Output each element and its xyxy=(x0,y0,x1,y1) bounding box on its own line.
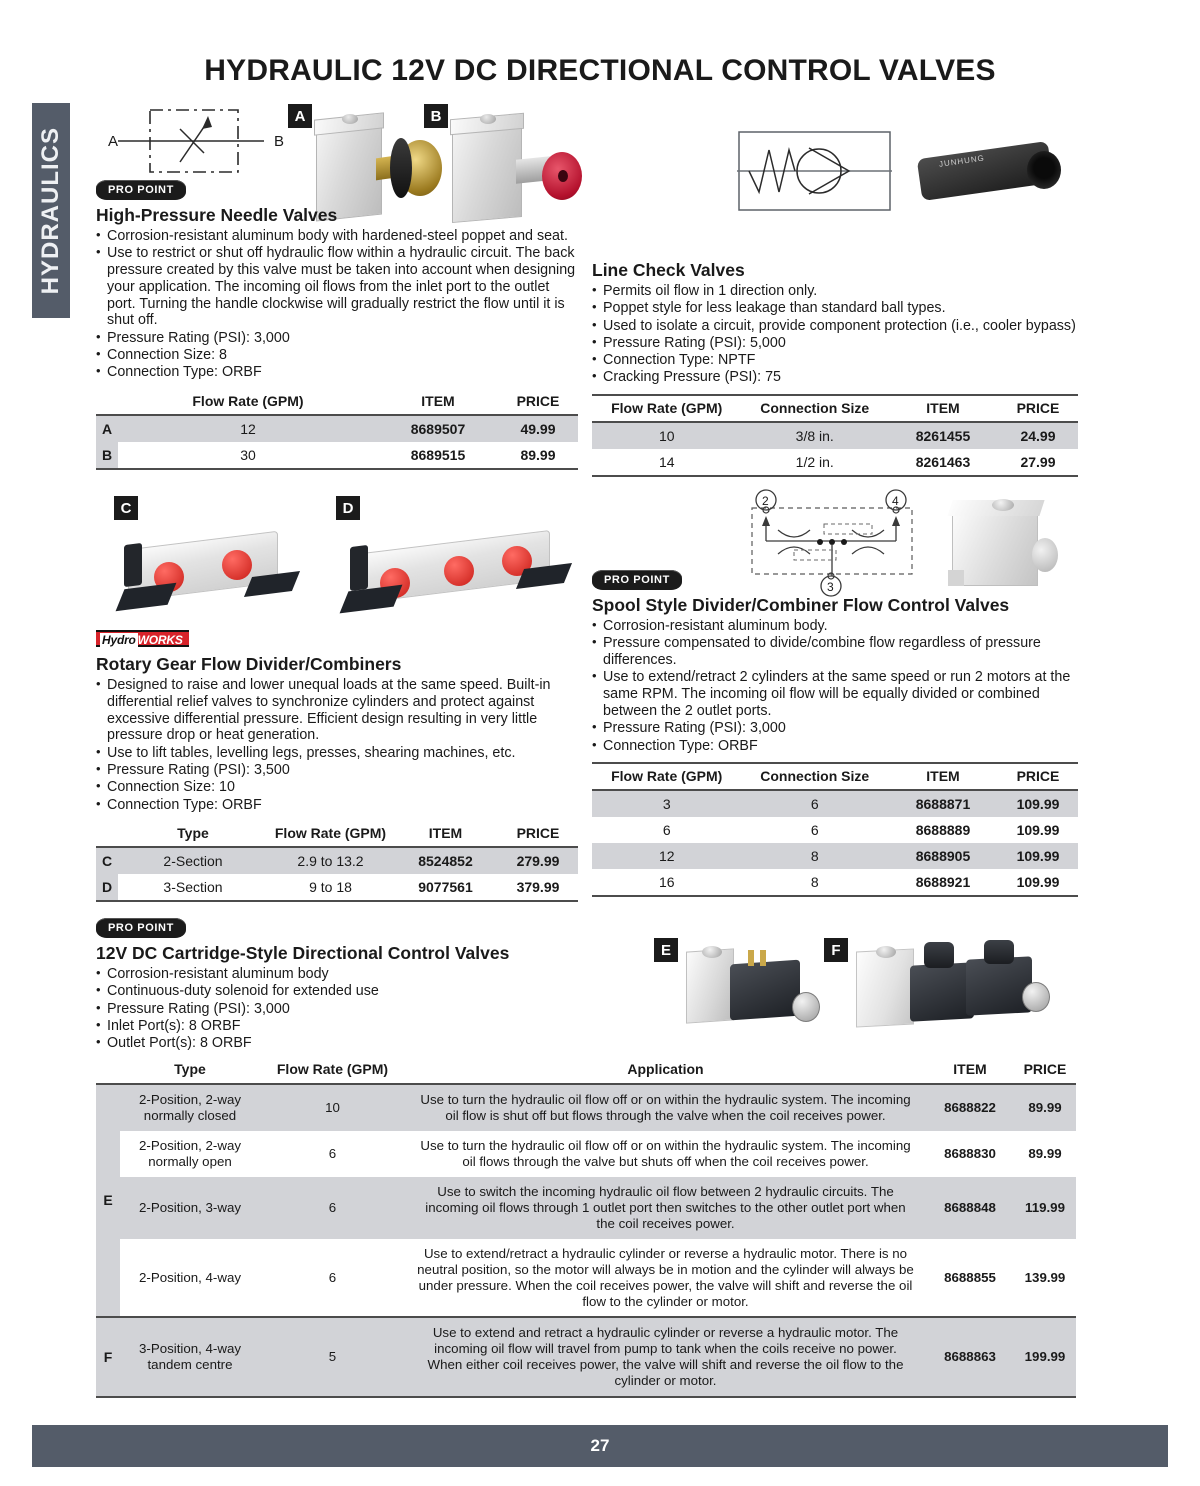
row-key: D xyxy=(96,874,118,901)
col-type: Type xyxy=(120,1058,260,1084)
cell-price: 49.99 xyxy=(498,415,578,442)
cell-flow: 3 xyxy=(592,790,741,817)
table-row xyxy=(96,1239,1076,1318)
bullet: • Poppet style for less leakage than standard ball types. xyxy=(592,300,1078,317)
bullet: • Use to restrict or shut off hydraulic flow within a hydraulic circuit. The back pressure created by this valve must be taken into account when designing your application. The incoming oil flows from the inlet port to the outlet port. Turning the handle clockwise will gradually restrict the flow until it is shut off. xyxy=(96,245,578,329)
col-item: ITEM xyxy=(926,1058,1014,1084)
bullet: • Connection Type: ORBF xyxy=(96,797,578,814)
col-type: Type xyxy=(118,821,268,847)
spool-divider-table xyxy=(592,762,1078,897)
cell-item: 8689515 xyxy=(378,442,498,469)
chip-label-d: D xyxy=(336,496,360,520)
cell-application: Use to extend and retract a hydraulic cylinder or reverse a hydraulic motor. The incoming oil flow will travel from pump to tank when the coils receive no power. When either coil receives power, the valve will shift and reverse the oil flow to the cylinder or motor. xyxy=(405,1317,926,1397)
table-header-row xyxy=(96,821,578,847)
chip-label-a: A xyxy=(288,104,312,128)
cell-flow: 9 to 18 xyxy=(268,874,393,901)
spool-divider-heading: Spool Style Divider/Combiner Flow Control Valves xyxy=(592,595,1010,615)
table-row xyxy=(96,847,578,874)
table-row xyxy=(96,874,578,901)
cell-type: 2-Section xyxy=(118,847,268,874)
hydroworks-badge-right: WORKS xyxy=(137,633,183,647)
needle-valves-bullets xyxy=(96,228,578,381)
cell-price: 24.99 xyxy=(998,422,1078,449)
bullet: • Pressure Rating (PSI): 5,000 xyxy=(592,335,1078,352)
bullet: • Use to extend/retract 2 cylinders at the same speed or run 2 motors at the same RPM. The incoming oil flow will be equally divided or combined between the 2 outlet ports. xyxy=(592,669,1078,719)
schematic-port-b-label: B xyxy=(274,133,285,150)
table-row xyxy=(592,422,1078,449)
cell-type: 3-Section xyxy=(118,874,268,901)
cell-size: 8 xyxy=(741,869,888,896)
rotary-divider-heading: Rotary Gear Flow Divider/Combiners xyxy=(96,654,402,674)
cell-type: 3-Position, 4-way tandem centre xyxy=(120,1317,260,1397)
col-group xyxy=(96,1058,120,1084)
table-row xyxy=(592,817,1078,843)
cell-item: 8689507 xyxy=(378,415,498,442)
bullet: • Designed to raise and lower unequal loads at the same speed. Built-in differential relief valves to synchronize cylinders and protect against excessive differential pressure. Efficient design resulting in very little pressure drop or heat generation. xyxy=(96,677,578,744)
cell-item: 8261463 xyxy=(888,449,998,476)
hydroworks-badge-left: Hydro xyxy=(102,633,136,647)
product-photo-cartridge-valve-e xyxy=(680,940,830,1050)
line-check-symbol-svg xyxy=(737,130,892,212)
row-key: C xyxy=(96,847,118,874)
cell-price: 119.99 xyxy=(1014,1177,1076,1239)
cell-item: 8688889 xyxy=(915,822,971,839)
cell-price: 109.99 xyxy=(998,869,1078,896)
cell-price: 279.99 xyxy=(498,847,578,874)
schematic-port-a-label: A xyxy=(108,133,119,150)
col-flow-rate: Flow Rate (GPM) xyxy=(268,821,393,847)
section-side-tab xyxy=(32,103,70,318)
cell-price: 199.99 xyxy=(1014,1317,1076,1397)
table-row xyxy=(96,415,578,442)
bullet: • Pressure compensated to divide/combine flow regardless of pressure differences. xyxy=(592,635,1078,669)
col-item: ITEM xyxy=(378,389,498,415)
col-flow-rate: Flow Rate (GPM) xyxy=(260,1058,405,1084)
cell-item: 8688871 xyxy=(888,790,998,817)
needle-valve-schematic xyxy=(104,96,294,186)
cell-size: 3/8 in. xyxy=(741,422,888,449)
bullet: • Cracking Pressure (PSI): 75 xyxy=(592,369,1078,386)
table-row xyxy=(96,1084,1076,1131)
cell-size: 8 xyxy=(741,843,888,869)
row-key: A xyxy=(96,415,118,442)
bullet: • Continuous-duty solenoid for extended use xyxy=(96,983,616,1000)
table-row xyxy=(96,1177,1076,1239)
bullet: • Corrosion-resistant aluminum body. xyxy=(592,618,1078,635)
cell-item: 8688848 xyxy=(926,1177,1014,1239)
pro-point-badge-spool: PRO POINT xyxy=(592,570,1078,590)
bullet: • Corrosion-resistant aluminum body with hardened-steel poppet and seat. xyxy=(96,228,578,245)
bullet: • Connection Type: NPTF xyxy=(592,352,1078,369)
needle-valve-symbol-svg xyxy=(104,96,294,186)
cell-price: 109.99 xyxy=(998,790,1078,817)
product-photo-divider-2-section xyxy=(110,520,310,620)
pro-point-badge-cartridge: PRO POINT xyxy=(96,918,616,938)
table-row xyxy=(96,1131,1076,1177)
cell-flow: 14 xyxy=(592,449,741,476)
col-connection-size: Connection Size xyxy=(741,395,888,422)
cell-type: 2-Position, 2-way normally open xyxy=(139,1137,241,1169)
needle-valves-heading: High-Pressure Needle Valves xyxy=(96,205,338,225)
line-check-schematic xyxy=(737,130,892,212)
cell-item: 9077561 xyxy=(393,874,498,901)
bullet: • Outlet Port(s): 8 ORBF xyxy=(96,1035,616,1052)
group-label-e: E xyxy=(96,1084,120,1317)
table-row xyxy=(592,843,1078,869)
bullet: • Pressure Rating (PSI): 3,000 xyxy=(96,330,578,347)
spool-port-3-label: 3 xyxy=(827,580,834,594)
chip-label-b: B xyxy=(424,104,448,128)
table-row xyxy=(592,869,1078,896)
rotary-divider-bullets xyxy=(96,677,578,813)
cartridge-valves-bullets xyxy=(96,966,616,1052)
cell-item: 8688822 xyxy=(926,1084,1014,1131)
chip-label-f: F xyxy=(824,938,848,962)
table-row xyxy=(592,449,1078,476)
line-check-table xyxy=(592,394,1078,477)
cell-size: 6 xyxy=(741,790,888,817)
cell-item: 8688905 xyxy=(888,843,998,869)
cell-type: 2-Position, 3-way xyxy=(120,1177,260,1239)
chip-label-e: E xyxy=(654,938,678,962)
cell-price: 89.99 xyxy=(1014,1084,1076,1131)
col-key xyxy=(96,389,118,415)
bullet: • Pressure Rating (PSI): 3,500 xyxy=(96,762,578,779)
cell-size: 6 xyxy=(810,822,819,839)
cell-flow: 6 xyxy=(662,822,671,839)
col-price: PRICE xyxy=(998,395,1078,422)
side-tab-label: HYDRAULICS xyxy=(37,126,64,295)
cell-item: 8688921 xyxy=(888,869,998,896)
col-flow-rate: Flow Rate (GPM) xyxy=(118,389,378,415)
cell-price: 379.99 xyxy=(498,874,578,901)
table-header-row xyxy=(592,763,1078,790)
hydroworks-badge xyxy=(96,630,578,649)
needle-valves-table xyxy=(96,389,578,470)
cell-price: 27.99 xyxy=(998,449,1078,476)
table-row xyxy=(96,1317,1076,1397)
cell-flow: 6 xyxy=(328,1145,337,1161)
cell-size: 1/2 in. xyxy=(741,449,888,476)
bullet: • Corrosion-resistant aluminum body xyxy=(96,966,616,983)
cell-flow: 6 xyxy=(328,1269,337,1285)
page-number: 27 xyxy=(590,1436,610,1455)
bullet: • Pressure Rating (PSI): 3,000 xyxy=(592,720,1078,737)
cell-flow: 30 xyxy=(118,442,378,469)
cell-application: Use to extend/retract a hydraulic cylinder or reverse a hydraulic motor. There is no neutral position, so the motor will always be in motion and the cylinder will always be under pressure. When the coil receives power, the valve will shift and reverse the oil flow to the cylinder or motor. xyxy=(417,1245,914,1309)
row-key: B xyxy=(96,442,118,469)
cell-flow: 12 xyxy=(118,415,378,442)
col-application: Application xyxy=(405,1058,926,1084)
cell-flow: 12 xyxy=(592,843,741,869)
cell-price: 109.99 xyxy=(1016,822,1060,839)
col-item: ITEM xyxy=(888,395,998,422)
col-item: ITEM xyxy=(393,821,498,847)
table-header-row xyxy=(96,1058,1076,1084)
bullet: • Used to isolate a circuit, provide component protection (i.e., cooler bypass) xyxy=(592,318,1078,335)
chip-label-c: C xyxy=(114,496,138,520)
col-price: PRICE xyxy=(1014,1058,1076,1084)
cell-type: 2-Position, 2-way normally closed xyxy=(120,1084,260,1131)
col-item: ITEM xyxy=(888,763,998,790)
cell-flow: 10 xyxy=(260,1084,405,1131)
group-label-f: F xyxy=(96,1317,120,1397)
cell-item: 8688830 xyxy=(944,1145,996,1161)
col-price: PRICE xyxy=(498,389,578,415)
col-price: PRICE xyxy=(998,763,1078,790)
product-photo-divider-3-section xyxy=(330,520,580,620)
spool-divider-bullets xyxy=(592,618,1078,754)
bullet: • Permits oil flow in 1 direction only. xyxy=(592,283,1078,300)
cell-item: 8524852 xyxy=(393,847,498,874)
cartridge-valves-heading: 12V DC Cartridge-Style Directional Control Valves xyxy=(96,943,510,963)
table-row xyxy=(592,790,1078,817)
cell-flow: 16 xyxy=(592,869,741,896)
rotary-divider-table xyxy=(96,821,578,902)
cell-item: 8688855 xyxy=(944,1269,996,1285)
cell-flow: 5 xyxy=(260,1317,405,1397)
line-check-heading: Line Check Valves xyxy=(592,260,745,280)
cell-flow: 6 xyxy=(260,1177,405,1239)
page-footer xyxy=(32,1425,1168,1467)
cell-flow: 2.9 to 13.2 xyxy=(268,847,393,874)
cell-application: Use to switch the incoming hydraulic oil flow between 2 hydraulic circuits. The incoming oil flows through 1 outlet port then switches to the other outlet port when the coil receives power. xyxy=(405,1177,926,1239)
cell-price: 89.99 xyxy=(498,442,578,469)
page-title: HYDRAULIC 12V DC DIRECTIONAL CONTROL VALVES xyxy=(204,54,996,87)
cell-item: 8261455 xyxy=(888,422,998,449)
cell-application: Use to turn the hydraulic oil flow off or on within the hydraulic system. The incoming oil flows through the valve but shuts off when the coil receives power. xyxy=(420,1137,911,1169)
product-photo-cartridge-valve-f xyxy=(850,940,1060,1050)
spool-port-2-label: 2 xyxy=(762,494,769,508)
bullet: • Connection Type: ORBF xyxy=(592,738,1078,755)
spool-port-4-label: 4 xyxy=(892,494,899,508)
cell-price: 89.99 xyxy=(1028,1145,1062,1161)
col-key xyxy=(96,821,118,847)
product-photo-line-check-valve: JUNHUNG xyxy=(915,128,1065,214)
table-header-row xyxy=(96,389,578,415)
cell-application: Use to turn the hydraulic oil flow off or on within the hydraulic system. The incoming oil flow is shut off but flows through the valve when the coil receives power. xyxy=(405,1084,926,1131)
pro-point-badge-needle: PRO POINT xyxy=(96,180,578,200)
bullet: • Connection Size: 10 xyxy=(96,779,578,796)
table-row xyxy=(96,442,578,469)
table-header-row xyxy=(592,395,1078,422)
col-flow-rate: Flow Rate (GPM) xyxy=(592,763,741,790)
cell-flow: 10 xyxy=(592,422,741,449)
cell-price: 139.99 xyxy=(1024,1269,1066,1285)
bullet: • Inlet Port(s): 8 ORBF xyxy=(96,1018,616,1035)
cell-price: 109.99 xyxy=(998,843,1078,869)
bullet: • Use to lift tables, levelling legs, presses, shearing machines, etc. xyxy=(96,745,578,762)
cell-type: 2-Position, 4-way xyxy=(139,1269,241,1285)
bullet: • Connection Type: ORBF xyxy=(96,364,578,381)
col-price: PRICE xyxy=(498,821,578,847)
line-check-bullets xyxy=(592,283,1078,386)
bullet: • Connection Size: 8 xyxy=(96,347,578,364)
col-flow-rate: Flow Rate (GPM) xyxy=(592,395,741,422)
bullet: • Pressure Rating (PSI): 3,000 xyxy=(96,1001,616,1018)
col-connection-size: Connection Size xyxy=(741,763,888,790)
cell-item: 8688863 xyxy=(926,1317,1014,1397)
cartridge-valves-table xyxy=(96,1058,1076,1398)
